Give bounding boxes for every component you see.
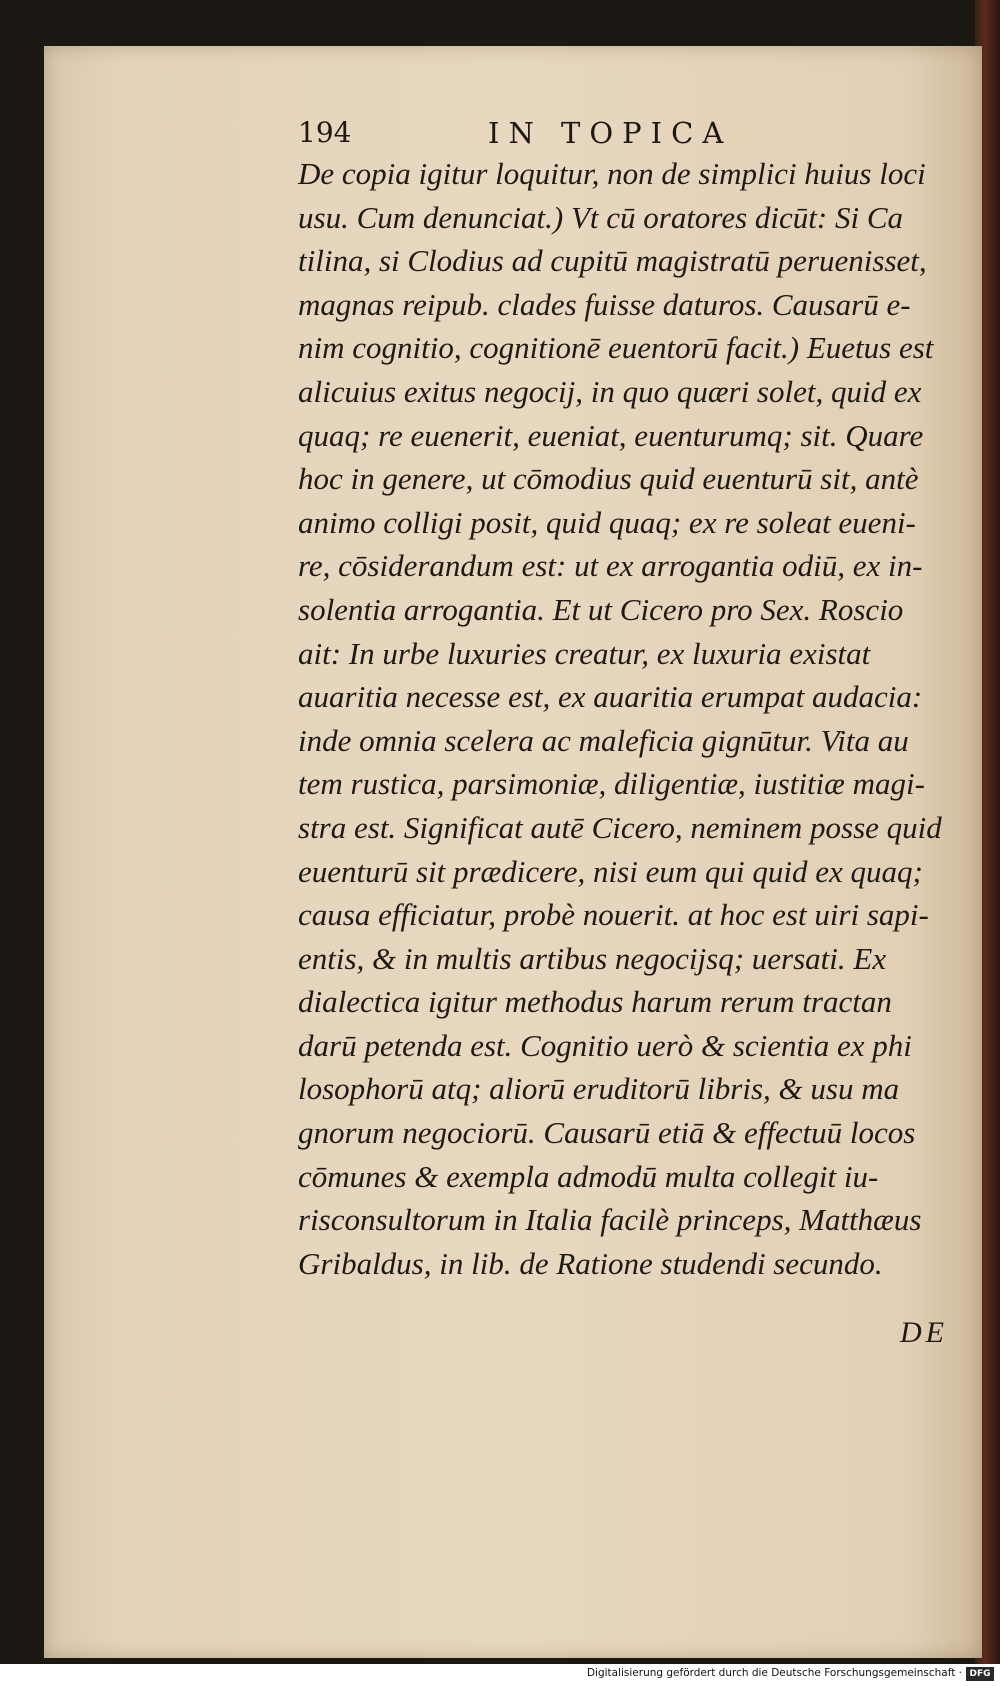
- text-line: solentia arrogantia. Et ut Cicero pro Sex. Roscio: [298, 591, 904, 627]
- text-line: tilina, si Clodius ad cupitū magistratū peruenisset,: [298, 243, 927, 279]
- text-line: cōmunes & exempla admodū multa collegit iu-: [298, 1158, 879, 1194]
- text-line: causa efficiatur, probè nouerit. at hoc est uiri sapi-: [298, 897, 929, 933]
- text-line: entis, & in multis artibus negocijsq; uersati. Ex: [298, 940, 887, 976]
- text-line: nim cognitio, cognitionē euentorū facit.) Euetus est: [298, 330, 934, 366]
- text-line: darū petenda est. Cognitio uerò & scientia ex phi: [298, 1027, 912, 1063]
- text-line: stra est. Significat autē Cicero, neminem posse quid: [298, 809, 942, 845]
- text-line: dialectica igitur methodus harum rerum tractan: [298, 984, 892, 1020]
- text-line: auaritia necesse est, ex auaritia erumpat audacia:: [298, 679, 923, 715]
- digitization-credit: Digitalisierung gefördert durch die Deutsche Forschungsgemeinschaft ·: [586, 1667, 962, 1679]
- text-line: animo colligi posit, quid quaq; ex re soleat eueni-: [298, 504, 916, 540]
- text-line: gnorum negociorū. Causarū etiā & effectuū locos: [298, 1115, 916, 1151]
- text-line: ait: In urbe luxuries creatur, ex luxuria existat: [298, 635, 871, 671]
- dfg-logo: DFG: [966, 1667, 994, 1681]
- text-line: losophorū atq; aliorū eruditorū libris, & usu ma: [298, 1071, 900, 1107]
- text-line: alicuius exitus negocij, in quo quæri solet, quid ex: [298, 373, 922, 409]
- page-number: 194: [298, 116, 352, 149]
- text-line: hoc in genere, ut cōmodius quid euenturū sit, antè: [298, 461, 919, 497]
- text-line: risconsultorum in Italia facilè princeps, Matthæus: [298, 1202, 922, 1238]
- text-line: quaq; re euenerit, eueniat, euenturumq; sit. Quare: [298, 417, 924, 453]
- running-title: IN TOPICA: [488, 116, 733, 150]
- text-line: Gribaldus, in lib. de Ratione studendi secundo.: [298, 1245, 883, 1281]
- catchword: DE: [900, 1316, 948, 1349]
- text-line: euenturū sit prædicere, nisi eum qui quid ex quaq;: [298, 853, 923, 889]
- text-line: magnas reipub. clades fuisse daturos. Causarū e-: [298, 286, 911, 322]
- text-line: usu. Cum denunciat.) Vt cū oratores dicūt: Si Ca: [298, 199, 904, 235]
- text-line: inde omnia scelera ac maleficia gignūtur. Vita au: [298, 722, 909, 758]
- running-head: [298, 116, 1000, 156]
- text-line: re, cōsiderandum est: ut ex arrogantia odiū, ex in-: [298, 548, 923, 584]
- footer-bar: [0, 1664, 1000, 1686]
- text-line: De copia igitur loquitur, non de simplici huius loci: [298, 156, 926, 191]
- text-block: [298, 152, 958, 1285]
- text-line: tem rustica, parsimoniæ, diligentiæ, iustitiæ magi-: [298, 766, 925, 802]
